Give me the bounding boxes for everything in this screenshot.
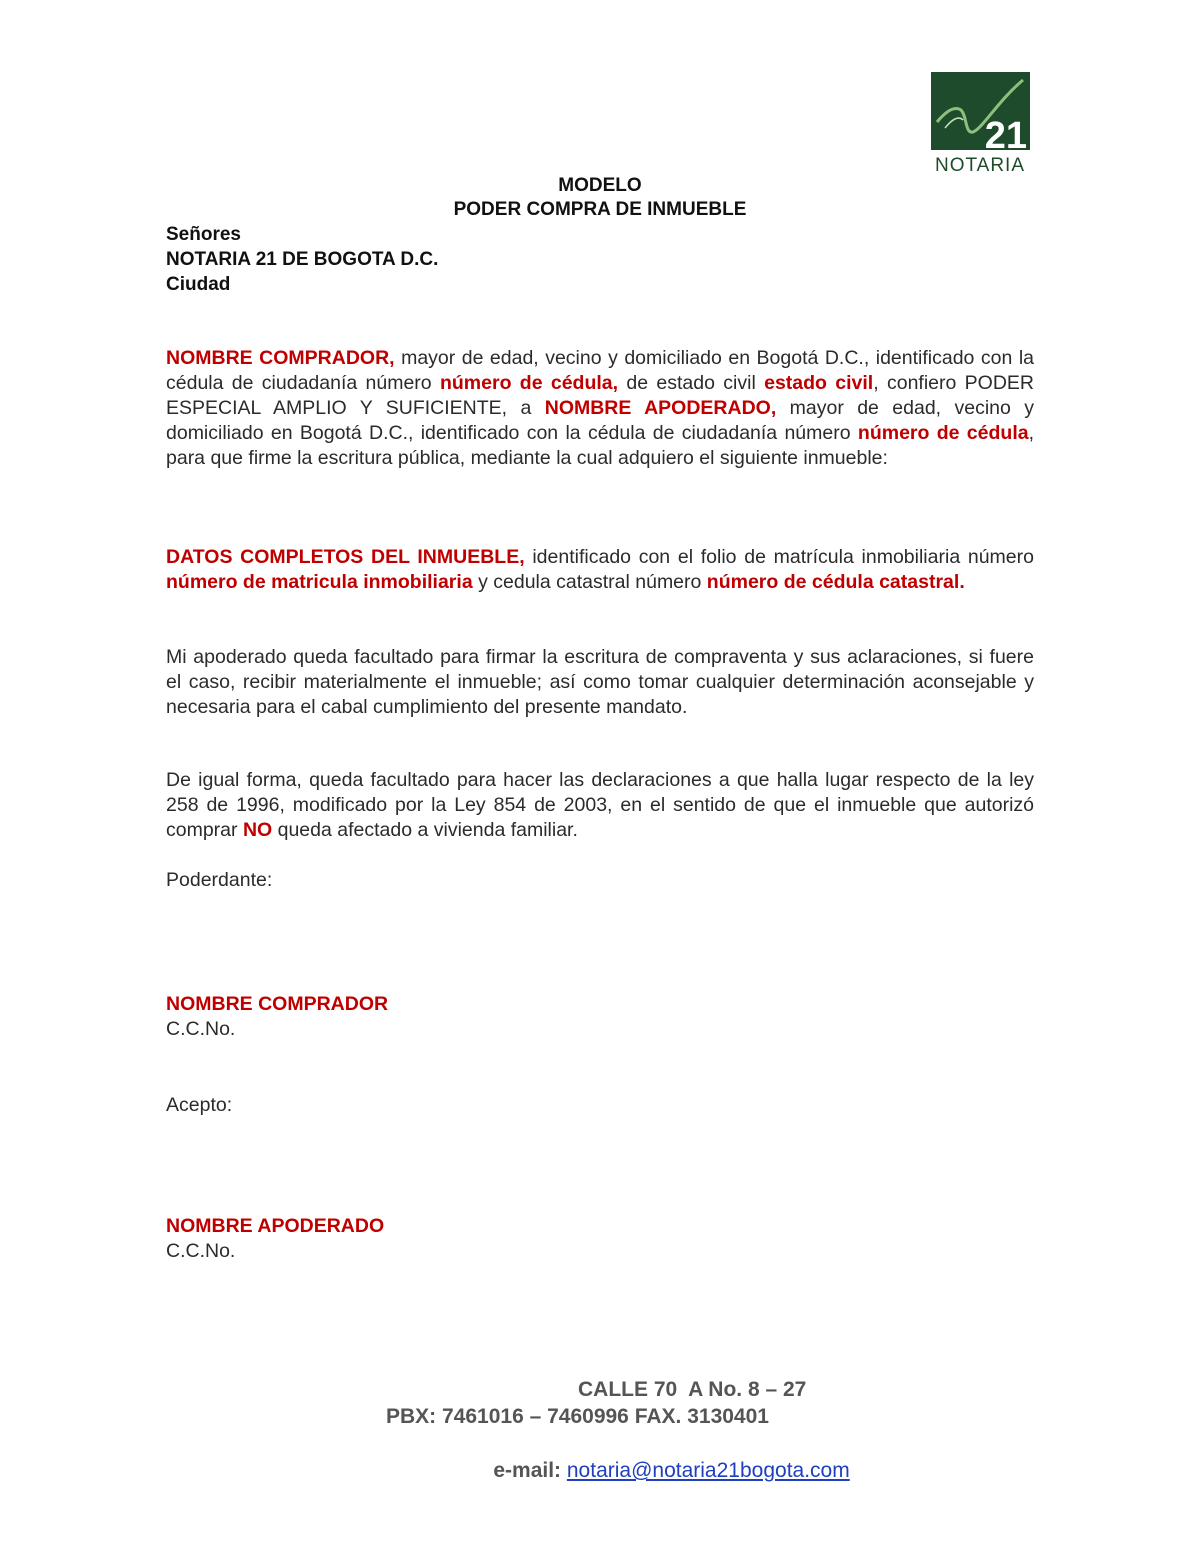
civil-status-placeholder: estado civil [764, 372, 874, 394]
no-highlight: NO [242, 819, 273, 841]
attorney-id-placeholder: número de cédula [857, 422, 1029, 444]
notaria-21-logo [931, 72, 1030, 173]
poderdante-label: Poderdante: [166, 869, 273, 891]
text: , confiero PODER ESPECIAL AMPLIO Y SUFICIENTE, a [166, 372, 1035, 419]
footer-email-link[interactable]: notaria@notaria21bogota.com [566, 1459, 850, 1482]
addressee-name: NOTARIA 21 DE BOGOTA D.C. [166, 249, 439, 270]
text: mayor de edad, vecino y domiciliado en Bogotá D.C., identificado con la cédula de ciudadanía número [166, 347, 1034, 394]
registration-number-placeholder: número de matricula inmobiliaria [166, 571, 473, 593]
cadastral-id-placeholder: número de cédula catastral [706, 571, 960, 593]
text: de estado civil [618, 372, 765, 394]
text: De igual forma, queda facultado para hacer las declaraciones a que halla lugar respecto de la ley 258 de 1996, modificado por la Ley 854 de 2003, en el sentido de que el inmueble que autorizó comprar [166, 769, 1034, 841]
buyer-id-placeholder: número de cédula, [439, 372, 619, 394]
attorney-signature-name: NOMBRE APODERADO [166, 1215, 385, 1237]
attorney-signature-id: C.C.No. [166, 1240, 236, 1262]
paragraph-power-grant [166, 346, 1034, 471]
document-title-modelo: MODELO [558, 175, 642, 196]
logo-number: 21 [984, 115, 1027, 157]
property-data-placeholder: DATOS COMPLETOS DEL INMUEBLE, [166, 546, 525, 568]
footer-street: CALLE 70 A No. 8 – 27 [578, 1378, 807, 1401]
text: . [959, 571, 965, 593]
attorney-name-placeholder: NOMBRE APODERADO, [544, 397, 777, 419]
buyer-signature-name: NOMBRE COMPRADOR [166, 993, 389, 1015]
footer-email-label: e-mail: [493, 1459, 567, 1482]
addressee-city: Ciudad [166, 274, 231, 295]
buyer-signature-id: C.C.No. [166, 1018, 236, 1040]
document-title-poder: PODER COMPRA DE INMUEBLE [453, 199, 747, 220]
text: queda afectado a vivienda familiar. [272, 819, 578, 841]
paragraph-declarations [166, 768, 1034, 843]
footer-phones: PBX: 7461016 – 7460996 FAX. 3130401 [386, 1405, 769, 1428]
buyer-name-placeholder: NOMBRE COMPRADOR, [166, 347, 395, 369]
paragraph-faculties: Mi apoderado queda facultado para firmar la escritura de compraventa y sus aclaraciones, si fuere el caso, recibir materialmente el inmueble; así como tomar cualquier determinación aconsejable y necesaria para el cabal cumplimiento del presente mandato. [166, 646, 1034, 718]
text: mayor de edad, vecino y domiciliado en Bogotá D.C., identificado con la cédula de ciudadanía número [166, 397, 1034, 444]
attorney-signature-block [166, 1214, 384, 1264]
addressee-block [166, 222, 438, 297]
logo-name: NOTARIA [934, 155, 1026, 173]
text: y cedula catastral número [472, 571, 707, 593]
acepto-label: Acepto: [166, 1094, 233, 1116]
buyer-signature-block [166, 992, 388, 1042]
addressee-greeting: Señores [166, 224, 241, 245]
paragraph-property-data [166, 545, 1034, 595]
text: identificado con el folio de matrícula inmobiliaria número [524, 546, 1034, 568]
text: , para que firme la escritura pública, mediante la cual adquiero el siguiente inmueble: [166, 422, 1034, 469]
